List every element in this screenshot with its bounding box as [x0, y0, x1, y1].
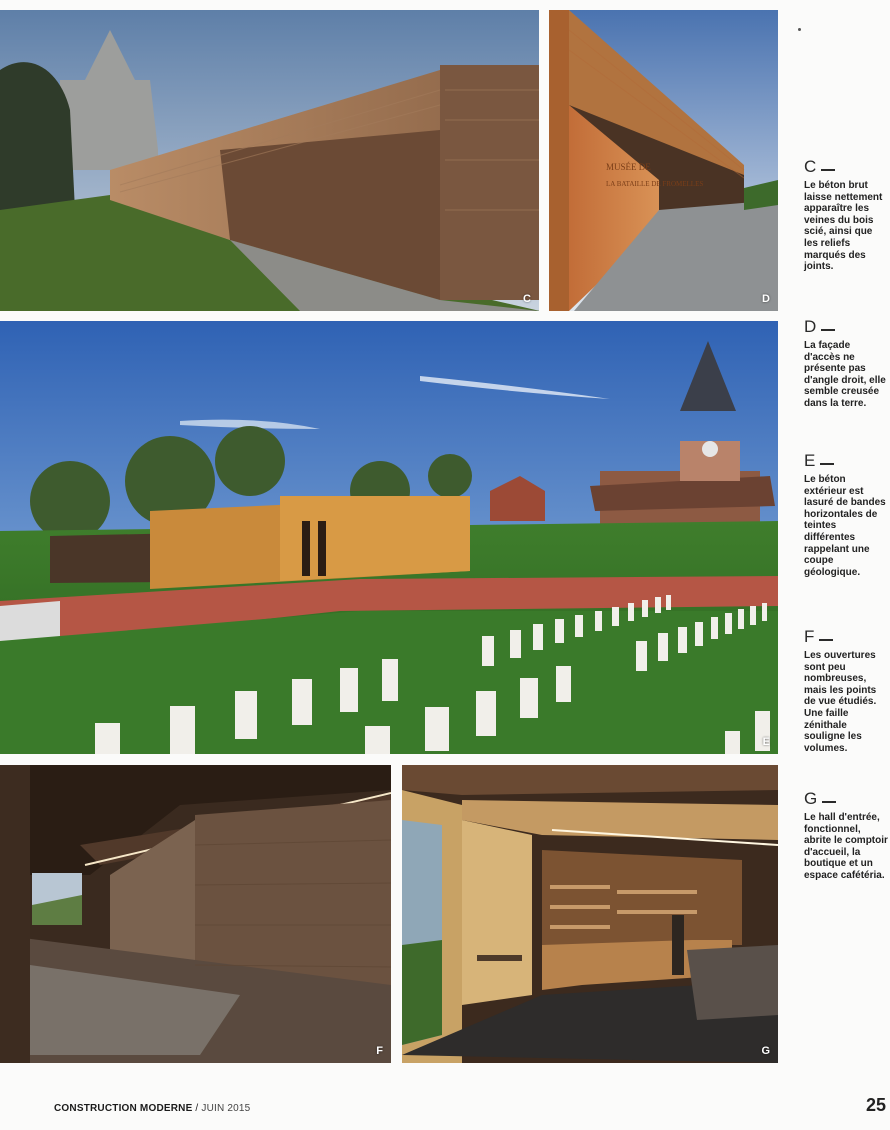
page-footer [54, 1103, 250, 1114]
caption-c-text: Le béton brut laisse nettement apparaître les veines du bois scié, ainsi que les reliefs marqués des joints. [804, 180, 883, 273]
caption-d [804, 318, 888, 410]
photo-e-label: E [762, 736, 770, 748]
caption-e-text: Le béton extérieur est lasuré de bandes horizontales de teintes différentes rappelant une coupe géologique. [804, 474, 886, 578]
page-number: 25 [866, 1095, 887, 1115]
caption-g-text: Le hall d'entrée, fonctionnel, abrite le comptoir d'accueil, la boutique et un espace cafétéria. [804, 812, 888, 881]
caption-c-letter: C [804, 158, 888, 176]
caption-e [804, 452, 888, 578]
issue-date: JUIN 2015 [201, 1103, 251, 1114]
photo-c [0, 10, 539, 311]
magazine-name: CONSTRUCTION MODERNE [54, 1103, 193, 1114]
photo-f-label: F [376, 1045, 383, 1057]
caption-d-text: La façade d'accès ne présente pas d'angle droit, elle semble creusée dans la terre. [804, 340, 886, 409]
caption-f-text: Les ouvertures sont peu nombreuses, mais les points de vue étudiés. Une faille zénithale souligne les volumes. [804, 650, 877, 754]
photo-f [0, 765, 391, 1063]
caption-e-letter: E [804, 452, 888, 470]
engraving-line-1: MUSÉE DE [606, 162, 651, 172]
caption-d-letter: D [804, 318, 888, 336]
caption-g [804, 790, 888, 882]
caption-f-letter: F [804, 628, 888, 646]
photo-d-label: D [762, 293, 770, 305]
photo-g-label: G [761, 1045, 770, 1057]
caption-f [804, 628, 888, 754]
photo-e [0, 321, 778, 754]
engraving-line-2: LA BATAILLE DE FROMELLES [606, 180, 704, 188]
photo-c-label: C [523, 293, 531, 305]
photo-g [402, 765, 778, 1063]
footer-separator: / [192, 1103, 202, 1114]
caption-c [804, 158, 888, 273]
print-mark [798, 28, 801, 31]
caption-g-letter: G [804, 790, 888, 808]
photo-d [549, 10, 778, 311]
